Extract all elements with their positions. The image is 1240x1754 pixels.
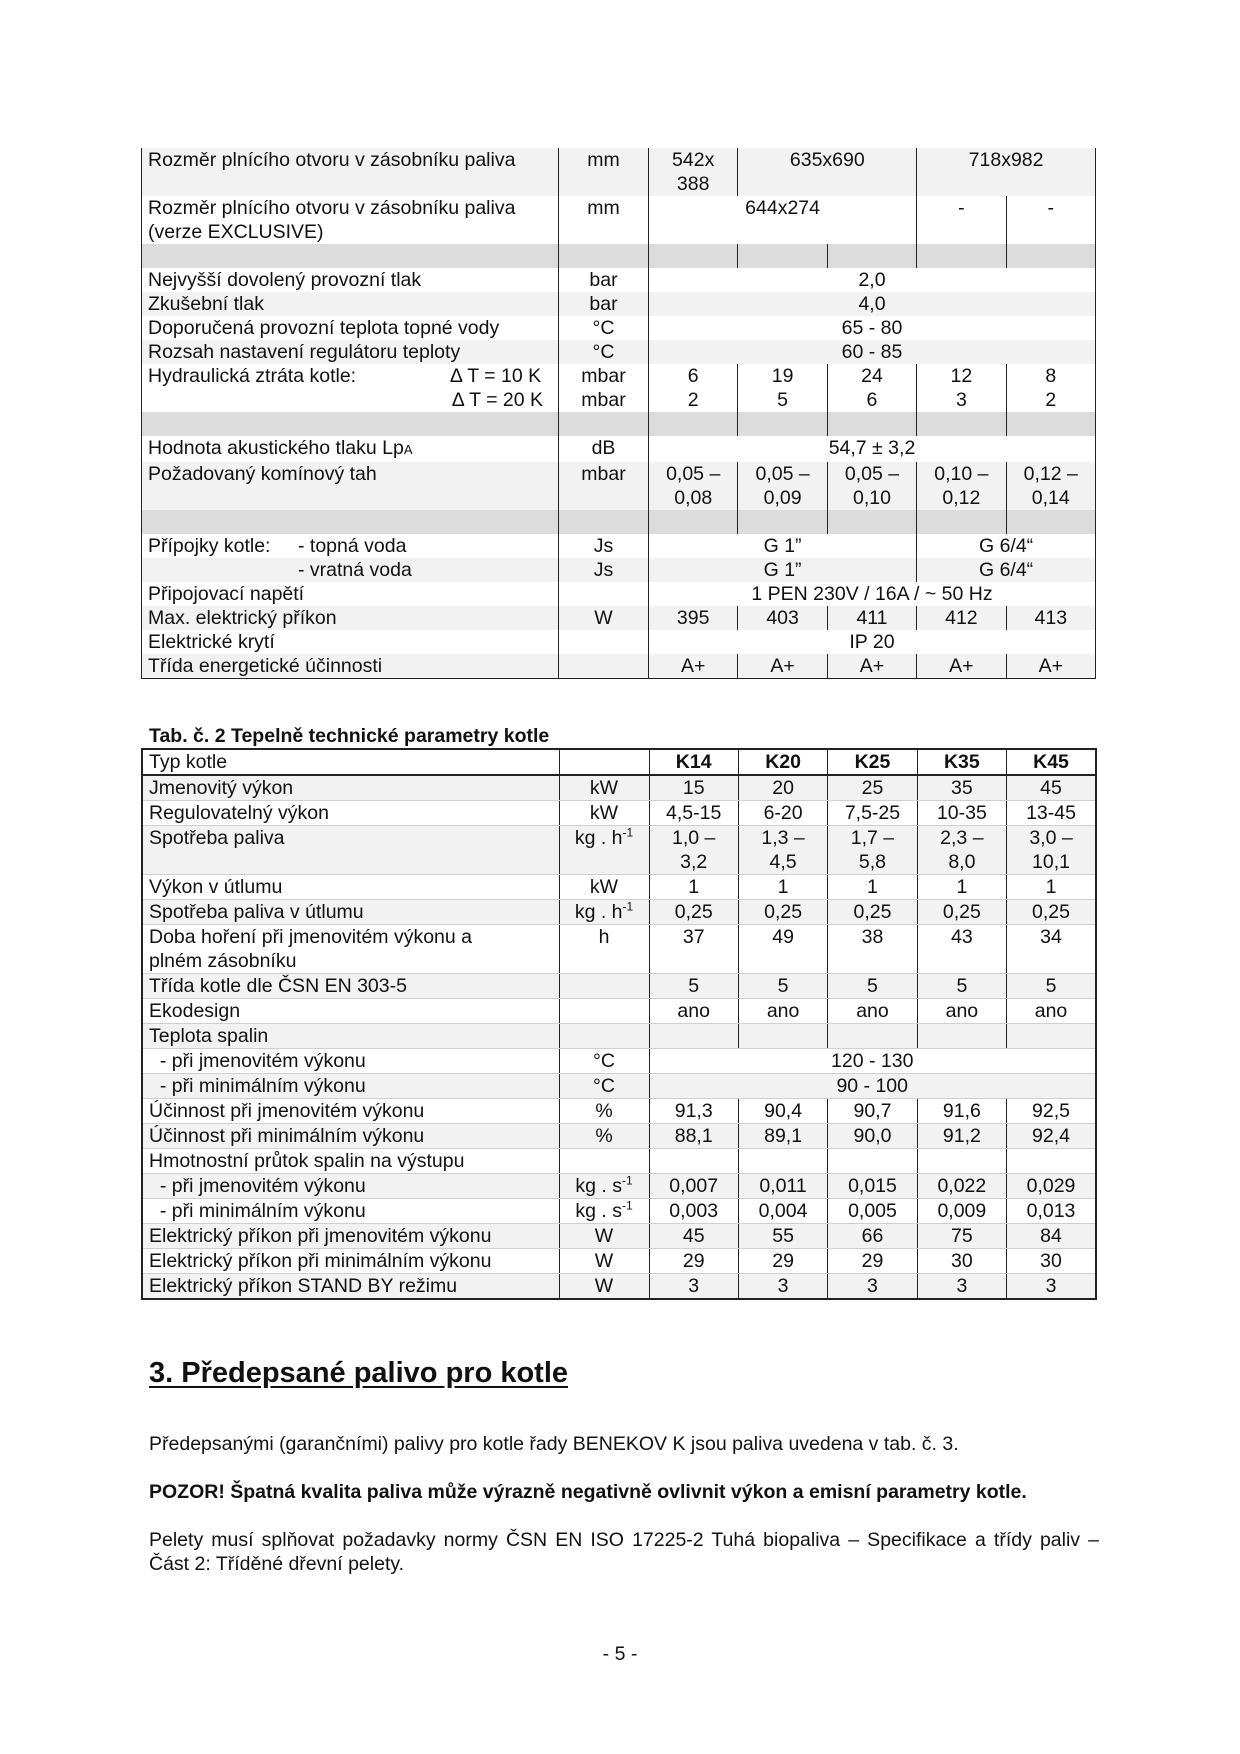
table-row	[142, 1199, 1096, 1224]
value-cell: 35	[917, 775, 1006, 801]
value-cell: 37	[649, 925, 738, 974]
value-cell: 88,1	[649, 1124, 738, 1149]
value-cell: 60 - 85	[649, 340, 1096, 364]
value-cell: 635x690	[738, 148, 917, 196]
thermal-parameters-table	[141, 748, 1097, 1300]
header-row	[142, 749, 1096, 775]
table-row	[142, 1274, 1096, 1300]
value-cell: -	[1006, 196, 1095, 244]
value-cell: 91,6	[917, 1099, 1006, 1124]
value-cell: 0,05 – 0,09	[738, 462, 827, 510]
value-cell: G 1”	[649, 534, 917, 558]
table-row	[142, 875, 1096, 900]
value-cell: 2	[1006, 388, 1095, 412]
value-cell	[1007, 1024, 1096, 1049]
value-cell: 66	[828, 1224, 917, 1249]
table-row	[142, 340, 1096, 364]
unit-cell: kg . $h^{-1}$	[559, 900, 649, 925]
table-row	[142, 925, 1096, 974]
value-cell: 6	[827, 388, 916, 412]
row-label: Regulovatelný výkon	[142, 801, 559, 826]
page-number: - 5 -	[602, 1643, 638, 1665]
value-cell: 3	[1007, 1274, 1096, 1300]
row-label: Elektrický příkon STAND BY režimu	[142, 1274, 559, 1300]
unit-cell: kW	[559, 775, 649, 801]
separator-cell	[1006, 510, 1095, 534]
separator-cell	[1006, 244, 1095, 268]
value-cell: 4,5-15	[649, 801, 738, 826]
value-cell: 0,25	[917, 900, 1006, 925]
value-cell	[738, 1024, 827, 1049]
model-header-k14: K14	[649, 749, 738, 775]
separator-cell	[649, 244, 738, 268]
value-cell	[828, 1149, 917, 1174]
value-cell: 0,25	[738, 900, 827, 925]
value-cell: 0,003	[649, 1199, 738, 1224]
value-cell: 2,3 – 8,0	[917, 826, 1006, 875]
value-cell: 644x274	[649, 196, 917, 244]
table-row	[142, 1024, 1096, 1049]
unit-cell: kW	[559, 801, 649, 826]
value-cell: G 6/4“	[917, 534, 1096, 558]
value-cell: 2	[649, 388, 738, 412]
value-cell: 0,029	[1007, 1174, 1096, 1199]
value-cell: 1,3 – 4,5	[738, 826, 827, 875]
value-cell: 3	[917, 1274, 1006, 1300]
value-cell: 91,3	[649, 1099, 738, 1124]
value-cell: 0,05 – 0,08	[649, 462, 738, 510]
table-row	[142, 801, 1096, 826]
row-label: Elektrické krytí	[142, 630, 559, 654]
separator-row	[142, 412, 1096, 436]
value-cell: 6-20	[738, 801, 827, 826]
row-label: Požadovaný komínový tah	[142, 462, 559, 510]
unit-cell: Js	[559, 558, 649, 582]
value-cell: A+	[649, 654, 738, 679]
row-label: Spotřeba paliva	[142, 826, 559, 875]
unit-cell: bar	[559, 268, 649, 292]
unit-cell: mbar	[559, 364, 649, 388]
value-cell: 0,011	[738, 1174, 827, 1199]
row-label	[142, 558, 559, 582]
row-label: Přípojky kotle: - topná voda	[142, 534, 559, 558]
value-cell: 19	[738, 364, 827, 388]
table-row	[142, 1249, 1096, 1274]
row-label	[142, 388, 559, 412]
value-cell: 0,25	[649, 900, 738, 925]
subscript: A	[403, 442, 413, 457]
value-cell: 395	[649, 606, 738, 630]
unit-cell: mbar	[559, 462, 649, 510]
value-cell: 92,5	[1007, 1099, 1096, 1124]
table-row	[142, 462, 1096, 510]
value-cell: 5	[917, 974, 1006, 999]
value-cell: 0,05 – 0,10	[827, 462, 916, 510]
value-cell: ano	[738, 999, 827, 1024]
row-label: Rozsah nastavení regulátoru teploty	[142, 340, 559, 364]
unit-cell: h	[559, 925, 649, 974]
value-cell: 1	[738, 875, 827, 900]
value-cell: 411	[827, 606, 916, 630]
value-cell: 0,25	[1007, 900, 1096, 925]
value-cell: 0,12 – 0,14	[1006, 462, 1095, 510]
table-row	[142, 606, 1096, 630]
unit-cell	[559, 630, 649, 654]
table-row	[142, 534, 1096, 558]
unit-cell	[559, 1149, 649, 1174]
value-cell: IP 20	[649, 630, 1096, 654]
value-cell	[917, 1024, 1006, 1049]
value-cell: 0,005	[828, 1199, 917, 1224]
value-cell: A+	[1006, 654, 1095, 679]
value-cell: 89,1	[738, 1124, 827, 1149]
value-cell: 1,0 – 3,2	[649, 826, 738, 875]
row-label: Hodnota akustického tlaku LpA	[142, 436, 559, 462]
unit-cell: bar	[559, 292, 649, 316]
value-cell: 1	[649, 875, 738, 900]
value-cell: 55	[738, 1224, 827, 1249]
value-cell: ano	[917, 999, 1006, 1024]
separator-cell	[827, 244, 916, 268]
table-row	[142, 316, 1096, 340]
unit-cell: °C	[559, 1074, 649, 1099]
value-cell: 413	[1006, 606, 1095, 630]
value-cell: 10-35	[917, 801, 1006, 826]
table-row	[142, 558, 1096, 582]
row-label: Hydraulická ztráta kotle: Δ T = 10 K	[142, 364, 559, 388]
value-cell: 4,0	[649, 292, 1096, 316]
delta-t-label: Δ T = 20 K	[451, 389, 543, 411]
separator-cell	[827, 412, 916, 436]
separator-cell	[142, 510, 559, 534]
separator-cell	[917, 244, 1006, 268]
unit-cell: kg . $s^{-1}$	[559, 1199, 649, 1224]
table-row	[142, 1099, 1096, 1124]
row-label: Doba hoření při jmenovitém výkonu a plném zásobníku	[142, 925, 559, 974]
superscript: -1	[621, 1173, 633, 1188]
value-cell: 5	[828, 974, 917, 999]
value-cell: 0,25	[828, 900, 917, 925]
value-cell: 91,2	[917, 1124, 1006, 1149]
unit-cell: %	[559, 1124, 649, 1149]
value-cell: 29	[828, 1249, 917, 1274]
value-cell: 34	[1007, 925, 1096, 974]
unit-cell: kg . $h^{-1}$	[559, 826, 649, 875]
value-cell: 2,0	[649, 268, 1096, 292]
value-cell: 0,004	[738, 1199, 827, 1224]
value-cell: 0,022	[917, 1174, 1006, 1199]
table-row	[142, 1174, 1096, 1199]
row-label: - při jmenovitém výkonu	[142, 1049, 559, 1074]
unit-cell: dB	[559, 436, 649, 462]
separator-cell	[649, 412, 738, 436]
value-cell: ano	[828, 999, 917, 1024]
row-label: Jmenovitý výkon	[142, 775, 559, 801]
row-label: Třída kotle dle ČSN EN 303-5	[142, 974, 559, 999]
paragraph-prescribed-fuel: Předepsanými (garančními) palivy pro kotle řady BENEKOV K jsou paliva uvedena v tab. č. 3.	[149, 1433, 959, 1455]
value-cell: 5	[738, 974, 827, 999]
value-cell: 12	[917, 364, 1006, 388]
row-label: Max. elektrický příkon	[142, 606, 559, 630]
value-cell: 30	[917, 1249, 1006, 1274]
value-cell: A+	[917, 654, 1006, 679]
value-cell: 7,5-25	[828, 801, 917, 826]
value-cell: 403	[738, 606, 827, 630]
table-row	[142, 388, 1096, 412]
value-cell: 43	[917, 925, 1006, 974]
unit-cell	[559, 654, 649, 679]
value-cell: 1	[828, 875, 917, 900]
unit-cell	[559, 974, 649, 999]
row-label: Hmotnostní průtok spalin na výstupu	[142, 1149, 559, 1174]
unit-cell: W	[559, 1274, 649, 1300]
row-label: Elektrický příkon při minimálním výkonu	[142, 1249, 559, 1274]
unit-cell: mm	[559, 148, 649, 196]
row-label: Zkušební tlak	[142, 292, 559, 316]
unit-cell: °C	[559, 340, 649, 364]
table-row	[142, 1049, 1096, 1074]
value-cell: 30	[1007, 1249, 1096, 1274]
separator-cell	[559, 244, 649, 268]
table-row	[142, 826, 1096, 875]
value-cell: 90,4	[738, 1099, 827, 1124]
value-cell: 5	[738, 388, 827, 412]
value-cell	[917, 1149, 1006, 1174]
value-cell: 120 - 130	[649, 1049, 1096, 1074]
value-cell: 20	[738, 775, 827, 801]
value-cell: 45	[649, 1224, 738, 1249]
value-cell: 54,7 ± 3,2	[649, 436, 1096, 462]
value-cell: 75	[917, 1224, 1006, 1249]
value-cell: 29	[738, 1249, 827, 1274]
row-label: - při jmenovitém výkonu	[142, 1174, 559, 1199]
header-label: Typ kotle	[142, 749, 559, 775]
model-header-k20: K20	[738, 749, 827, 775]
value-cell	[649, 1024, 738, 1049]
table-row	[142, 268, 1096, 292]
value-cell: 8	[1006, 364, 1095, 388]
row-label: Teplota spalin	[142, 1024, 559, 1049]
value-cell: 542x 388	[649, 148, 738, 196]
unit-cell	[559, 1024, 649, 1049]
value-cell: 65 - 80	[649, 316, 1096, 340]
connection-sublabel: - topná voda	[298, 535, 407, 557]
row-label: Výkon v útlumu	[142, 875, 559, 900]
value-cell: 1,7 – 5,8	[828, 826, 917, 875]
table-row	[142, 775, 1096, 801]
header-unit	[559, 749, 649, 775]
value-cell: 29	[649, 1249, 738, 1274]
separator-cell	[142, 412, 559, 436]
paragraph-pellet-standard: Pelety musí splňovat požadavky normy ČSN EN ISO 17225-2 Tuhá biopaliva – Specifikace a třídy paliv – Část 2: Tříděné dřevní pelety.	[149, 1529, 1099, 1575]
row-label: - při minimálním výkonu	[142, 1074, 559, 1099]
value-cell: 3	[828, 1274, 917, 1300]
model-header-k45: K45	[1007, 749, 1096, 775]
separator-cell	[827, 510, 916, 534]
value-cell: 6	[649, 364, 738, 388]
value-cell: ano	[1007, 999, 1096, 1024]
value-cell	[738, 1149, 827, 1174]
row-label: Nejvyšší dovolený provozní tlak	[142, 268, 559, 292]
table-row	[142, 654, 1096, 679]
section-heading: 3. Předepsané palivo pro kotle	[149, 1357, 569, 1389]
table-row	[142, 900, 1096, 925]
row-label: Účinnost při minimálním výkonu	[142, 1124, 559, 1149]
value-cell: 49	[738, 925, 827, 974]
table-row	[142, 999, 1096, 1024]
value-cell: 90,7	[828, 1099, 917, 1124]
value-cell: 0,013	[1007, 1199, 1096, 1224]
value-cell: 5	[1007, 974, 1096, 999]
separator-cell	[1006, 412, 1095, 436]
table-row	[142, 1224, 1096, 1249]
value-cell: 3	[649, 1274, 738, 1300]
separator-cell	[738, 244, 827, 268]
row-label: Doporučená provozní teplota topné vody	[142, 316, 559, 340]
value-cell: 13-45	[1007, 801, 1096, 826]
value-cell: 1	[1007, 875, 1096, 900]
value-cell: 3	[917, 388, 1006, 412]
row-label: Rozměr plnícího otvoru v zásobníku paliva (verze EXCLUSIVE)	[142, 196, 559, 244]
table-row	[142, 364, 1096, 388]
unit-cell	[559, 582, 649, 606]
separator-cell	[917, 510, 1006, 534]
unit-cell: Js	[559, 534, 649, 558]
value-cell: 1	[917, 875, 1006, 900]
value-cell: 92,4	[1007, 1124, 1096, 1149]
superscript: -1	[622, 825, 634, 840]
paragraph-warning: POZOR! Špatná kvalita paliva může výrazně negativně ovlivnit výkon a emisní parametry kotle.	[149, 1481, 1027, 1503]
row-label: Rozměr plnícího otvoru v zásobníku paliva	[142, 148, 559, 196]
row-label: Ekodesign	[142, 999, 559, 1024]
unit-cell: W	[559, 1249, 649, 1274]
separator-cell	[649, 510, 738, 534]
separator-row	[142, 244, 1096, 268]
row-label: Spotřeba paliva v útlumu	[142, 900, 559, 925]
unit-cell: °C	[559, 316, 649, 340]
value-cell: 3	[738, 1274, 827, 1300]
value-cell: 25	[828, 775, 917, 801]
value-cell: 412	[917, 606, 1006, 630]
value-cell: 3,0 – 10,1	[1007, 826, 1096, 875]
table-row	[142, 1074, 1096, 1099]
row-label: Připojovací napětí	[142, 582, 559, 606]
unit-cell: W	[559, 1224, 649, 1249]
value-cell: G 1”	[649, 558, 917, 582]
row-label: - při minimálním výkonu	[142, 1199, 559, 1224]
model-header-k25: K25	[828, 749, 917, 775]
connection-sublabel: - vratná voda	[298, 559, 412, 581]
unit-cell: kW	[559, 875, 649, 900]
table-row	[142, 196, 1096, 244]
separator-cell	[559, 510, 649, 534]
value-cell: A+	[827, 654, 916, 679]
unit-cell: %	[559, 1099, 649, 1124]
unit-cell	[559, 999, 649, 1024]
value-cell	[828, 1024, 917, 1049]
value-cell: G 6/4“	[917, 558, 1096, 582]
value-cell	[1007, 1149, 1096, 1174]
value-cell: 45	[1007, 775, 1096, 801]
unit-cell: W	[559, 606, 649, 630]
separator-cell	[559, 412, 649, 436]
separator-row	[142, 510, 1096, 534]
delta-t-label: Δ T = 10 K	[449, 365, 542, 387]
separator-cell	[738, 510, 827, 534]
table-row	[142, 630, 1096, 654]
boiler-parameters-table-1	[141, 148, 1096, 679]
unit-cell: mm	[559, 196, 649, 244]
value-cell: 0,10 – 0,12	[917, 462, 1006, 510]
value-cell: 0,015	[828, 1174, 917, 1199]
separator-cell	[738, 412, 827, 436]
value-cell: 90,0	[828, 1124, 917, 1149]
table-row	[142, 582, 1096, 606]
value-cell: 15	[649, 775, 738, 801]
table-row	[142, 1149, 1096, 1174]
row-label: Účinnost při jmenovitém výkonu	[142, 1099, 559, 1124]
row-label: Třída energetické účinnosti	[142, 654, 559, 679]
value-cell: ano	[649, 999, 738, 1024]
value-cell: 84	[1007, 1224, 1096, 1249]
table-2-caption: Tab. č. 2 Tepelně technické parametry kotle	[149, 725, 550, 747]
value-cell: -	[917, 196, 1006, 244]
unit-cell: °C	[559, 1049, 649, 1074]
table-row	[142, 974, 1096, 999]
value-cell: 5	[649, 974, 738, 999]
table-row	[142, 148, 1096, 196]
value-cell: 1 PEN 230V / 16A / ~ 50 Hz	[649, 582, 1096, 606]
separator-cell	[917, 412, 1006, 436]
superscript: -1	[622, 899, 634, 914]
row-label: Elektrický příkon při jmenovitém výkonu	[142, 1224, 559, 1249]
value-cell: 718x982	[917, 148, 1096, 196]
value-cell	[649, 1149, 738, 1174]
unit-cell: kg . $s^{-1}$	[559, 1174, 649, 1199]
table-row	[142, 436, 1096, 462]
value-cell: 0,007	[649, 1174, 738, 1199]
table-row	[142, 1124, 1096, 1149]
value-cell: 24	[827, 364, 916, 388]
unit-cell: mbar	[559, 388, 649, 412]
model-header-k35: K35	[917, 749, 1006, 775]
table-row	[142, 292, 1096, 316]
value-cell: 90 - 100	[649, 1074, 1096, 1099]
value-cell: A+	[738, 654, 827, 679]
superscript: -1	[621, 1198, 633, 1213]
separator-cell	[142, 244, 559, 268]
value-cell: 38	[828, 925, 917, 974]
value-cell: 0,009	[917, 1199, 1006, 1224]
